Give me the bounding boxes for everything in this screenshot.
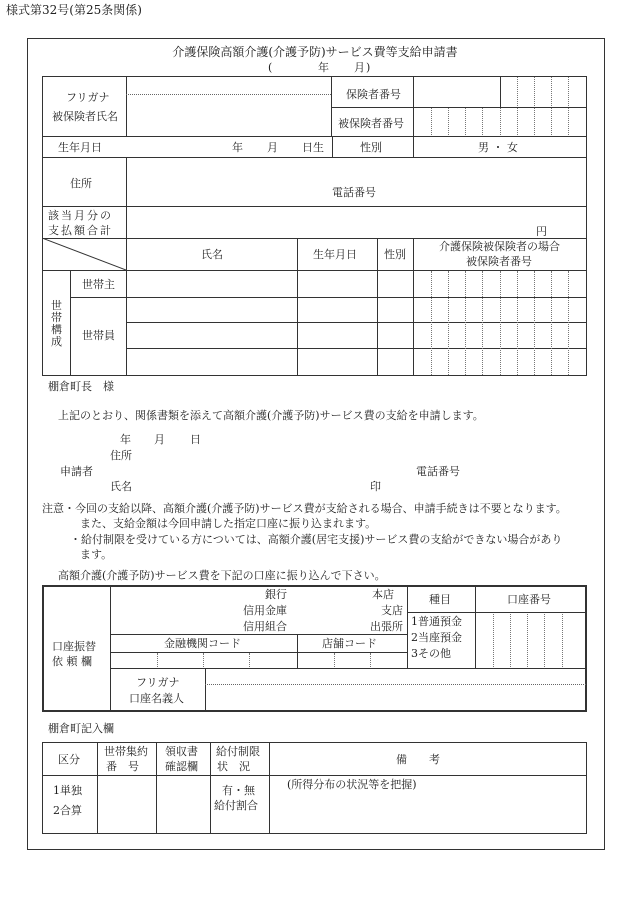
bank-label-line2: 依 頼 欄 bbox=[52, 655, 92, 668]
note-1-line2: また、支給金額は今回申請した指定口座に振り込まれます。 bbox=[80, 517, 377, 530]
insured-number-field[interactable] bbox=[414, 108, 586, 135]
date-month-unit: 月 bbox=[154, 433, 165, 446]
note-2-line2: ます。 bbox=[80, 548, 113, 561]
insurer-number-field[interactable] bbox=[500, 77, 586, 106]
col-name-header: 氏名 bbox=[201, 248, 223, 261]
household-insured-number-fields[interactable] bbox=[414, 271, 586, 375]
bank-intro: 高額介護(介護予防)サービス費を下記の口座に振り込んで下さい。 bbox=[58, 569, 386, 582]
kubun-single[interactable]: 1単独 bbox=[53, 784, 82, 797]
period-month: 月 bbox=[354, 61, 365, 74]
header-household-no-l2: 番 号 bbox=[106, 760, 139, 773]
type-header: 種目 bbox=[429, 593, 451, 606]
form-title: 介護保険高額介護(介護予防)サービス費等支給申請書 bbox=[172, 45, 458, 59]
col-sex-header: 性別 bbox=[384, 248, 406, 261]
birthdate-field[interactable] bbox=[130, 138, 328, 156]
branch-branch[interactable]: 支店 bbox=[381, 604, 403, 617]
col-insured-no-header-l2: 被保険者番号 bbox=[466, 255, 532, 268]
note-2-line1: ・給付制限を受けている方については、高額介護(居宅支援)サービス費の支給ができない場合があり bbox=[70, 533, 563, 546]
branch-head[interactable]: 本店 bbox=[372, 588, 394, 601]
addressee: 棚倉町長 様 bbox=[48, 380, 114, 393]
type-other[interactable]: 3その他 bbox=[411, 647, 451, 660]
holder-name-field[interactable] bbox=[208, 686, 584, 710]
limit-yes-no[interactable]: 有・無 bbox=[222, 784, 255, 797]
bank-code-label: 金融機関コード bbox=[164, 637, 241, 650]
holder-name-label: 口座名義人 bbox=[129, 692, 184, 705]
total-amount-field[interactable] bbox=[130, 208, 550, 236]
birth-year-unit: 年 bbox=[232, 141, 243, 154]
bank-label-line1: 口座振替 bbox=[52, 640, 96, 653]
remarks-field[interactable] bbox=[272, 794, 584, 832]
limit-ratio: 給付割合 bbox=[214, 799, 258, 812]
form-number: 様式第32号(第25条関係) bbox=[6, 3, 142, 17]
kubun-combined[interactable]: 2合算 bbox=[53, 804, 82, 817]
type-current[interactable]: 2当座預金 bbox=[411, 631, 462, 644]
header-household-no-l1: 世帯集約 bbox=[104, 745, 148, 758]
header-receipt-l1: 領収書 bbox=[165, 745, 198, 758]
date-year-unit: 年 bbox=[120, 433, 131, 446]
sex-options[interactable]: 男 ・ 女 bbox=[478, 141, 518, 154]
applicant-name-label: 氏名 bbox=[110, 480, 132, 493]
period-close: ) bbox=[366, 61, 371, 74]
sex-label: 性別 bbox=[360, 141, 382, 154]
applicant-address-field[interactable] bbox=[140, 446, 410, 460]
insured-name-label: 被保険者氏名 bbox=[52, 110, 118, 123]
header-remarks: 備 考 bbox=[396, 753, 440, 766]
yen-unit: 円 bbox=[536, 225, 547, 238]
note-1-line1: 注意・今回の支給以降、高額介護(介護予防)サービス費が支給される場合、申請手続きは不要となります。 bbox=[42, 502, 567, 515]
header-limit-l2: 状 況 bbox=[217, 760, 250, 773]
birth-day-unit: 日生 bbox=[302, 141, 324, 154]
header-kubun: 区分 bbox=[58, 753, 80, 766]
household-member-label: 世帯員 bbox=[82, 329, 115, 342]
holder-furigana-field[interactable] bbox=[208, 670, 584, 683]
remarks-note: (所得分布の状況等を把握) bbox=[287, 778, 417, 791]
header-limit-l1: 給付制限 bbox=[216, 745, 260, 758]
address-label: 住所 bbox=[70, 177, 92, 190]
receipt-check-field[interactable] bbox=[158, 777, 209, 833]
applicant-address-label: 住所 bbox=[110, 449, 132, 462]
col-insured-no-header-l1: 介護保険被保険者の場合 bbox=[439, 240, 560, 253]
birth-month-unit: 月 bbox=[267, 141, 278, 154]
furigana-label: フリガナ bbox=[66, 91, 110, 104]
seal-mark: 印 bbox=[370, 480, 381, 493]
inst-kumiai[interactable]: 信用組合 bbox=[243, 620, 287, 633]
total-label-line2: 支払額合計 bbox=[48, 224, 113, 237]
household-member-name-fields[interactable] bbox=[127, 298, 296, 375]
household-no-field[interactable] bbox=[99, 777, 155, 833]
branch-code-field[interactable] bbox=[298, 653, 406, 667]
period-year: 年 bbox=[318, 61, 329, 74]
birthdate-label: 生年月日 bbox=[58, 141, 102, 154]
applicant-name-field[interactable] bbox=[140, 477, 360, 491]
furigana-field[interactable] bbox=[130, 79, 328, 93]
declaration-text: 上記のとおり、関係書類を添えて高額介護(介護予防)サービス費の支給を申請します。 bbox=[58, 409, 484, 422]
insured-name-field[interactable] bbox=[130, 97, 328, 133]
diagonal-header-line bbox=[42, 238, 126, 270]
type-ordinary[interactable]: 1普通預金 bbox=[411, 615, 462, 628]
bank-name-field[interactable] bbox=[112, 588, 232, 632]
inst-shinkin[interactable]: 信用金庫 bbox=[243, 604, 287, 617]
account-number-field[interactable] bbox=[476, 614, 586, 667]
date-day-unit: 日 bbox=[190, 433, 201, 446]
branch-name-field[interactable] bbox=[300, 588, 366, 632]
applicant-phone-label: 電話番号 bbox=[416, 465, 460, 478]
insurer-no-label: 保険者番号 bbox=[346, 88, 401, 101]
branch-sub[interactable]: 出張所 bbox=[370, 620, 403, 633]
household-head-label: 世帯主 bbox=[82, 278, 115, 291]
office-section-title: 棚倉町記入欄 bbox=[48, 722, 114, 735]
holder-furigana-label: フリガナ bbox=[136, 676, 180, 689]
branch-code-label: 店舗コード bbox=[322, 637, 377, 650]
total-label-line1: 該当月分の bbox=[48, 209, 113, 222]
phone-label: 電話番号 bbox=[332, 186, 376, 199]
household-head-name-field[interactable] bbox=[127, 271, 296, 296]
col-birth-header: 生年月日 bbox=[313, 248, 357, 261]
insured-no-label: 被保険者番号 bbox=[338, 117, 404, 130]
header-receipt-l2: 確認欄 bbox=[165, 760, 198, 773]
account-no-header: 口座番号 bbox=[507, 593, 551, 606]
applicant-label: 申請者 bbox=[60, 465, 93, 478]
inst-bank[interactable]: 銀行 bbox=[265, 588, 287, 601]
bank-code-field[interactable] bbox=[111, 653, 296, 667]
period-open: ( bbox=[268, 61, 273, 74]
